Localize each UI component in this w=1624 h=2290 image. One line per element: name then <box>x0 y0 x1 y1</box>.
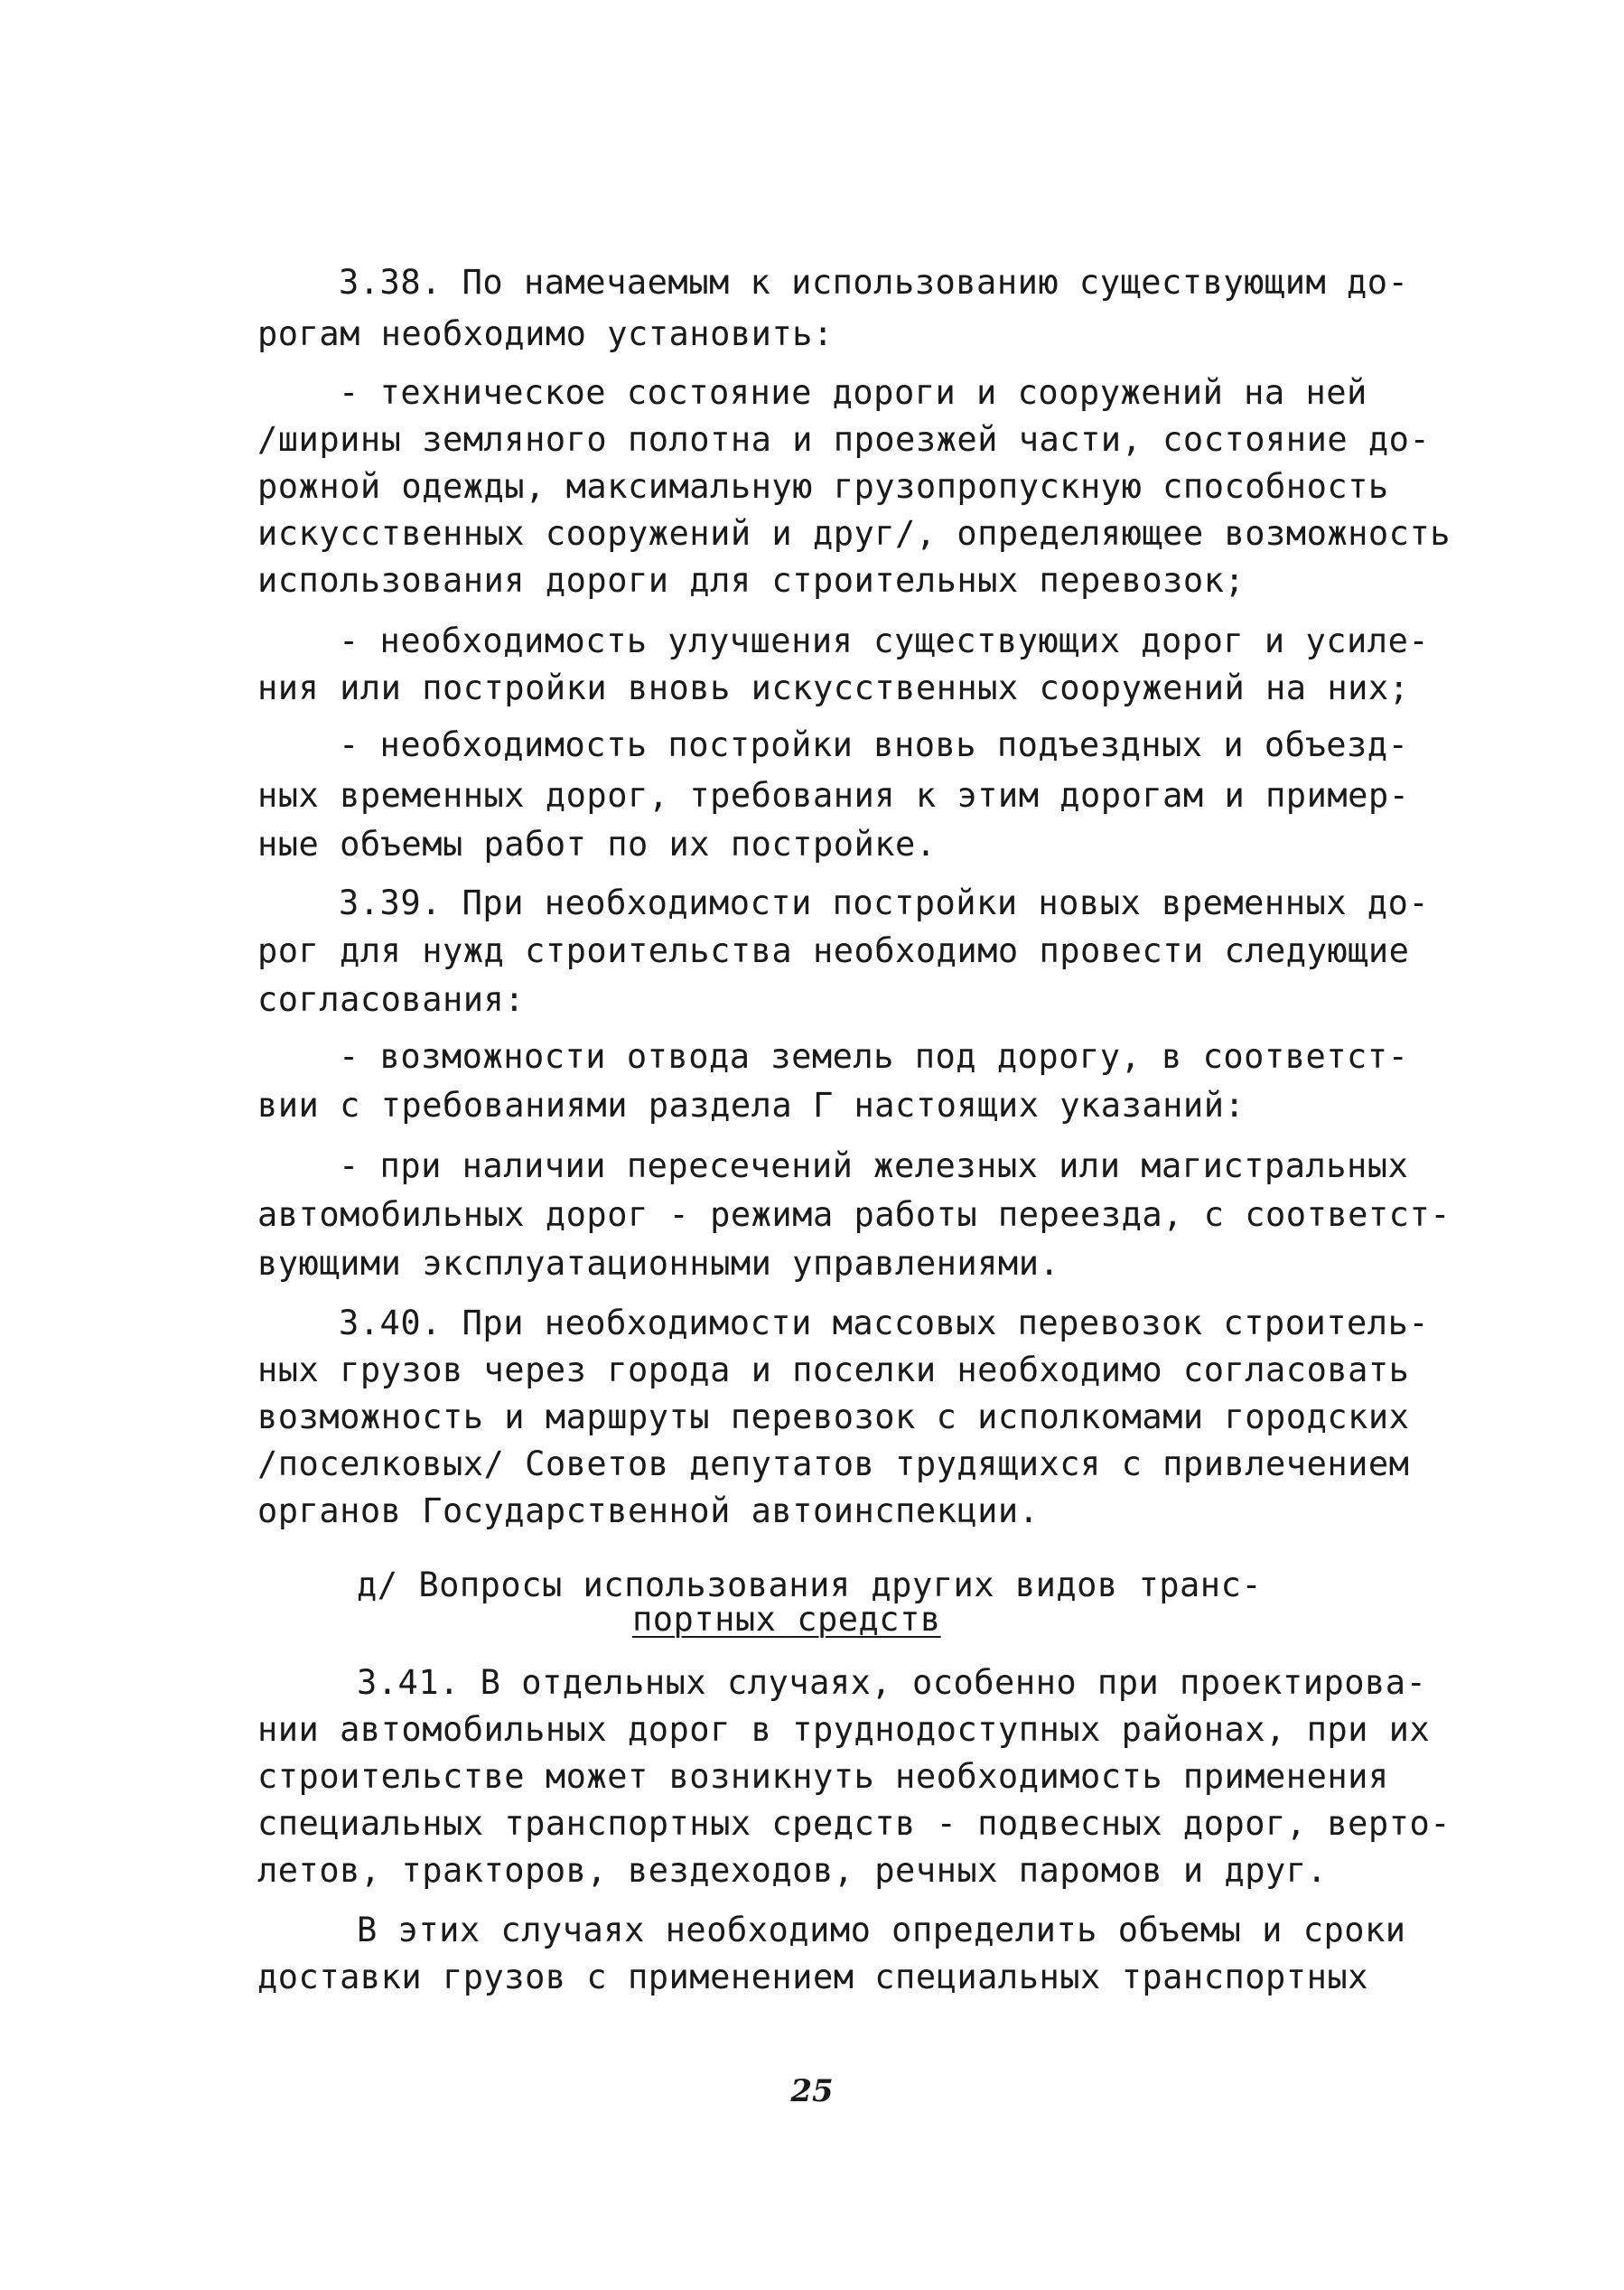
text-line: рогам необходимо установить: <box>257 314 834 353</box>
text-line: летов, тракторов, вездеходов, речных паромов и друг. <box>257 1851 1328 1890</box>
text-line: строительстве может возникнуть необходимость применения <box>257 1757 1389 1796</box>
text-line: ных грузов через города и поселки необходимо согласовать <box>257 1351 1410 1389</box>
text-line: - необходимость постройки вновь подъездных и объезд- <box>339 725 1409 764</box>
text-line: специальных транспортных средств - подвесных дорог, верто- <box>257 1804 1451 1843</box>
text-line: органов Государственной автоинспекции. <box>257 1491 1040 1530</box>
text-line: - необходимость улучшения существующих дорог и усиле- <box>339 622 1430 660</box>
text-line: вующими эксплуатационными управлениями. <box>257 1244 1060 1283</box>
text-line: рожной одежды, максимальную грузопропускную способность <box>257 467 1389 506</box>
text-line: ных временных дорог, требования к этим дорогам и пример- <box>257 776 1410 815</box>
text-line: ния или постройки вновь искусственных сооружений на них; <box>257 668 1410 707</box>
text-line: 3.40. При необходимости массовых перевозок строитель- <box>339 1304 1430 1342</box>
page-number: 25 <box>790 2073 834 2109</box>
text-line: - возможности отвода земель под дорогу, в соответст- <box>339 1037 1409 1076</box>
text-line: - при наличии пересечений железных или магистральных <box>339 1146 1409 1185</box>
text-line: согласования: <box>257 980 526 1019</box>
text-line: использования дороги для строительных перевозок; <box>257 561 1246 600</box>
text-line: вии с требованиями раздела Г настоящих указаний: <box>257 1086 1246 1125</box>
text-line: - техническое состояние дороги и сооружений на ней <box>339 373 1367 412</box>
text-line: доставки грузов с применением специальных транспортных <box>257 1958 1368 1996</box>
text-line: автомобильных дорог - режима работы переезда, с соответст- <box>257 1195 1451 1234</box>
text-line: искусственных сооружений и друг/, определяющее возможность <box>257 514 1451 553</box>
text-line: рог для нужд строительства необходимо провести следующие <box>257 931 1410 970</box>
text-line: возможность и маршруты перевозок с исполкомами городских <box>257 1397 1410 1436</box>
text-line: /ширины земляного полотна и проезжей части, состояние до- <box>257 420 1431 459</box>
text-line: 3.39. При необходимости постройки новых временных до- <box>339 883 1430 922</box>
text-line: В этих случаях необходимо определить объемы и сроки <box>357 1911 1406 1949</box>
text-line: нии автомобильных дорог в труднодоступных районах, при их <box>257 1710 1431 1749</box>
section-heading: д/ Вопросы использования других видов транс- <box>357 1566 1263 1604</box>
text-line: 3.41. В отдельных случаях, особенно при проектирова- <box>357 1663 1427 1702</box>
section-heading-underlined: портных средств <box>632 1600 941 1639</box>
text-line: 3.38. По намечаемым к использованию существующим до- <box>339 263 1409 302</box>
text-line: ные объемы работ по их постройке. <box>257 825 937 864</box>
text-line: /поселковых/ Советов депутатов трудящихся с привлечением <box>257 1444 1410 1483</box>
